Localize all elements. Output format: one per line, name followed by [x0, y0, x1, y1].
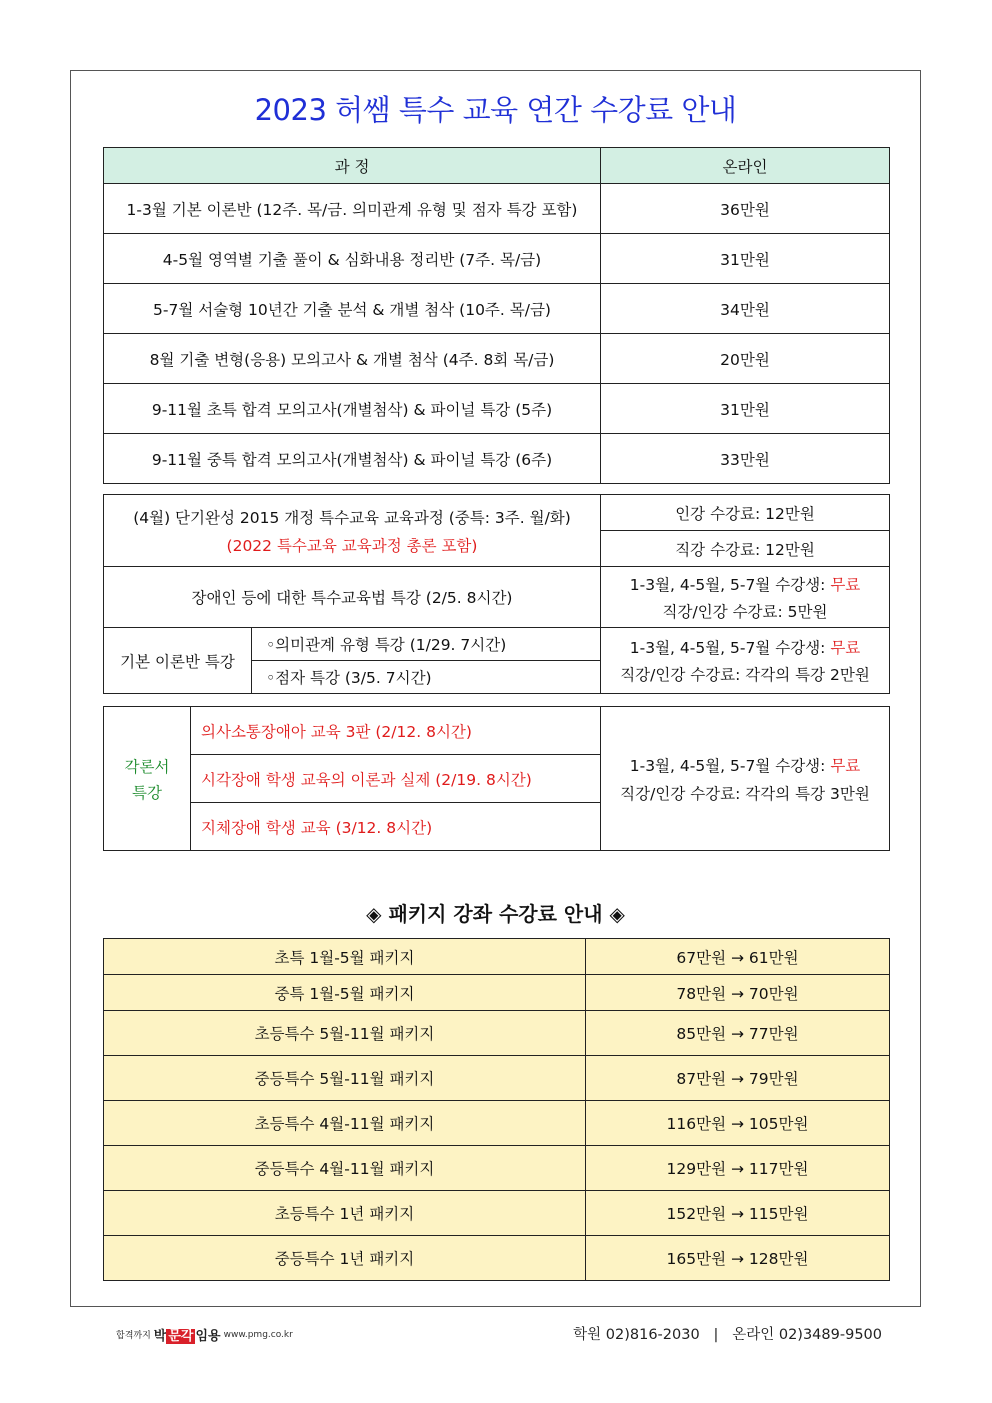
package-section-title: ◈ 패키지 강좌 수강료 안내 ◈: [366, 902, 625, 926]
course-price: 34만원: [601, 284, 890, 334]
course-name: 8월 기출 변형(응용) 모의고사 & 개별 첨삭 (4주. 8회 목/금): [104, 334, 601, 384]
label-line: 특강: [132, 783, 162, 802]
textbook-lecture-item: 의사소통장애아 교육 3판 (2/12. 8시간): [191, 707, 601, 755]
course-price: 31만원: [601, 234, 890, 284]
course-name: 5-7월 서술형 10년간 기출 분석 & 개별 첨삭 (10주. 목/금): [104, 284, 601, 334]
package-price: 116만원 → 105만원: [586, 1101, 890, 1146]
package-price: 152만원 → 115만원: [586, 1191, 890, 1236]
logo-tagline: 합격까지: [116, 1331, 151, 1341]
offline-fee: 직강 수강료: 12만원: [601, 531, 890, 567]
publisher-logo: [116, 1325, 293, 1344]
logo-url: www.pmg.co.kr: [223, 1329, 293, 1340]
special-lecture-item: ◦의미관계 유형 특강 (1/29. 7시간): [252, 628, 601, 661]
header-course: 과 정: [104, 148, 601, 184]
free-label: 무료: [830, 639, 861, 657]
package-name: 초등특수 1년 패키지: [104, 1191, 586, 1236]
package-price: 87만원 → 79만원: [586, 1056, 890, 1101]
package-price: 78만원 → 70만원: [586, 975, 890, 1011]
fee-detail: 직강/인강 수강료: 각각의 특강 3만원: [620, 784, 870, 803]
package-price: 67만원 → 61만원: [586, 939, 890, 975]
package-name: 초특 1월-5월 패키지: [104, 939, 586, 975]
course-name: 1-3월 기본 이론반 (12주. 목/금. 의미관계 유형 및 점자 특강 포함): [104, 184, 601, 234]
curriculum-course-cell: [104, 495, 601, 567]
package-name: 초등특수 4월-11월 패키지: [104, 1101, 586, 1146]
fee-detail: 직강/인강 수강료: 5만원: [662, 602, 828, 621]
package-name: 중등특수 4월-11월 패키지: [104, 1146, 586, 1191]
package-name: 중등특수 1년 패키지: [104, 1236, 586, 1281]
basic-theory-label: 기본 이론반 특강: [104, 628, 252, 694]
textbook-lecture-label: [104, 707, 191, 851]
course-price: 36만원: [601, 184, 890, 234]
course-price: 33만원: [601, 434, 890, 484]
package-name: 초등특수 5월-11월 패키지: [104, 1011, 586, 1056]
header-online: 온라인: [601, 148, 890, 184]
page-title: 2023 허쌤 특수 교육 연간 수강료 안내: [254, 93, 737, 127]
course-name: 9-11월 중특 합격 모의고사(개별첨삭) & 파이널 특강 (6주): [104, 434, 601, 484]
package-name: 중등특수 5월-11월 패키지: [104, 1056, 586, 1101]
online-fee: 인강 수강료: 12만원: [601, 495, 890, 531]
course-fee-table: [103, 147, 890, 484]
law-lecture: 장애인 등에 대한 특수교육법 특강 (2/5. 8시간): [104, 567, 601, 628]
special-lecture-table: [103, 494, 890, 694]
fee-prefix: 1-3월, 4-5월, 5-7월 수강생:: [629, 756, 831, 775]
course-price: 31만원: [601, 384, 890, 434]
fee-prefix: 1-3월, 4-5월, 5-7월 수강생:: [629, 639, 831, 657]
free-label: 무료: [830, 575, 861, 594]
curriculum-course: (4월) 단기완성 2015 개정 특수교육 교육과정 (중특: 3주. 월/화): [133, 508, 571, 527]
textbook-lecture-item: 지체장애 학생 교육 (3/12. 8시간): [191, 803, 601, 851]
logo-brand-highlight: 문각: [168, 1329, 194, 1344]
curriculum-note: (2022 특수교육 교육과정 총론 포함): [226, 536, 478, 555]
textbook-lecture-item: 시각장애 학생 교육의 이론과 실제 (2/19. 8시간): [191, 755, 601, 803]
package-fee-table: [103, 938, 890, 1281]
package-name: 중특 1월-5월 패키지: [104, 975, 586, 1011]
fee-detail: 직강/인강 수강료: 각각의 특강 2만원: [620, 666, 870, 684]
fee-prefix: 1-3월, 4-5월, 5-7월 수강생:: [629, 575, 831, 594]
law-lecture-fee: [601, 567, 890, 628]
course-price: 20만원: [601, 334, 890, 384]
logo-brand-part: 박: [153, 1329, 167, 1344]
logo-brand-part: 임용: [195, 1329, 221, 1344]
package-price: 129만원 → 117만원: [586, 1146, 890, 1191]
course-name: 9-11월 초특 합격 모의고사(개별첨삭) & 파이널 특강 (5주): [104, 384, 601, 434]
free-label: 무료: [830, 756, 861, 775]
logo-brand: [154, 1325, 221, 1344]
textbook-lecture-fee: [601, 707, 890, 851]
contact-info: 학원 02)816-2030 | 온라인 02)3489-9500: [573, 1327, 882, 1343]
textbook-lecture-table: [103, 706, 890, 851]
course-name: 4-5월 영역별 기출 풀이 & 심화내용 정리반 (7주. 목/금): [104, 234, 601, 284]
package-price: 85만원 → 77만원: [586, 1011, 890, 1056]
label-line: 각론서: [124, 757, 170, 776]
basic-theory-fee: [601, 628, 890, 694]
package-price: 165만원 → 128만원: [586, 1236, 890, 1281]
special-lecture-item: ◦점자 특강 (3/5. 7시간): [252, 661, 601, 694]
